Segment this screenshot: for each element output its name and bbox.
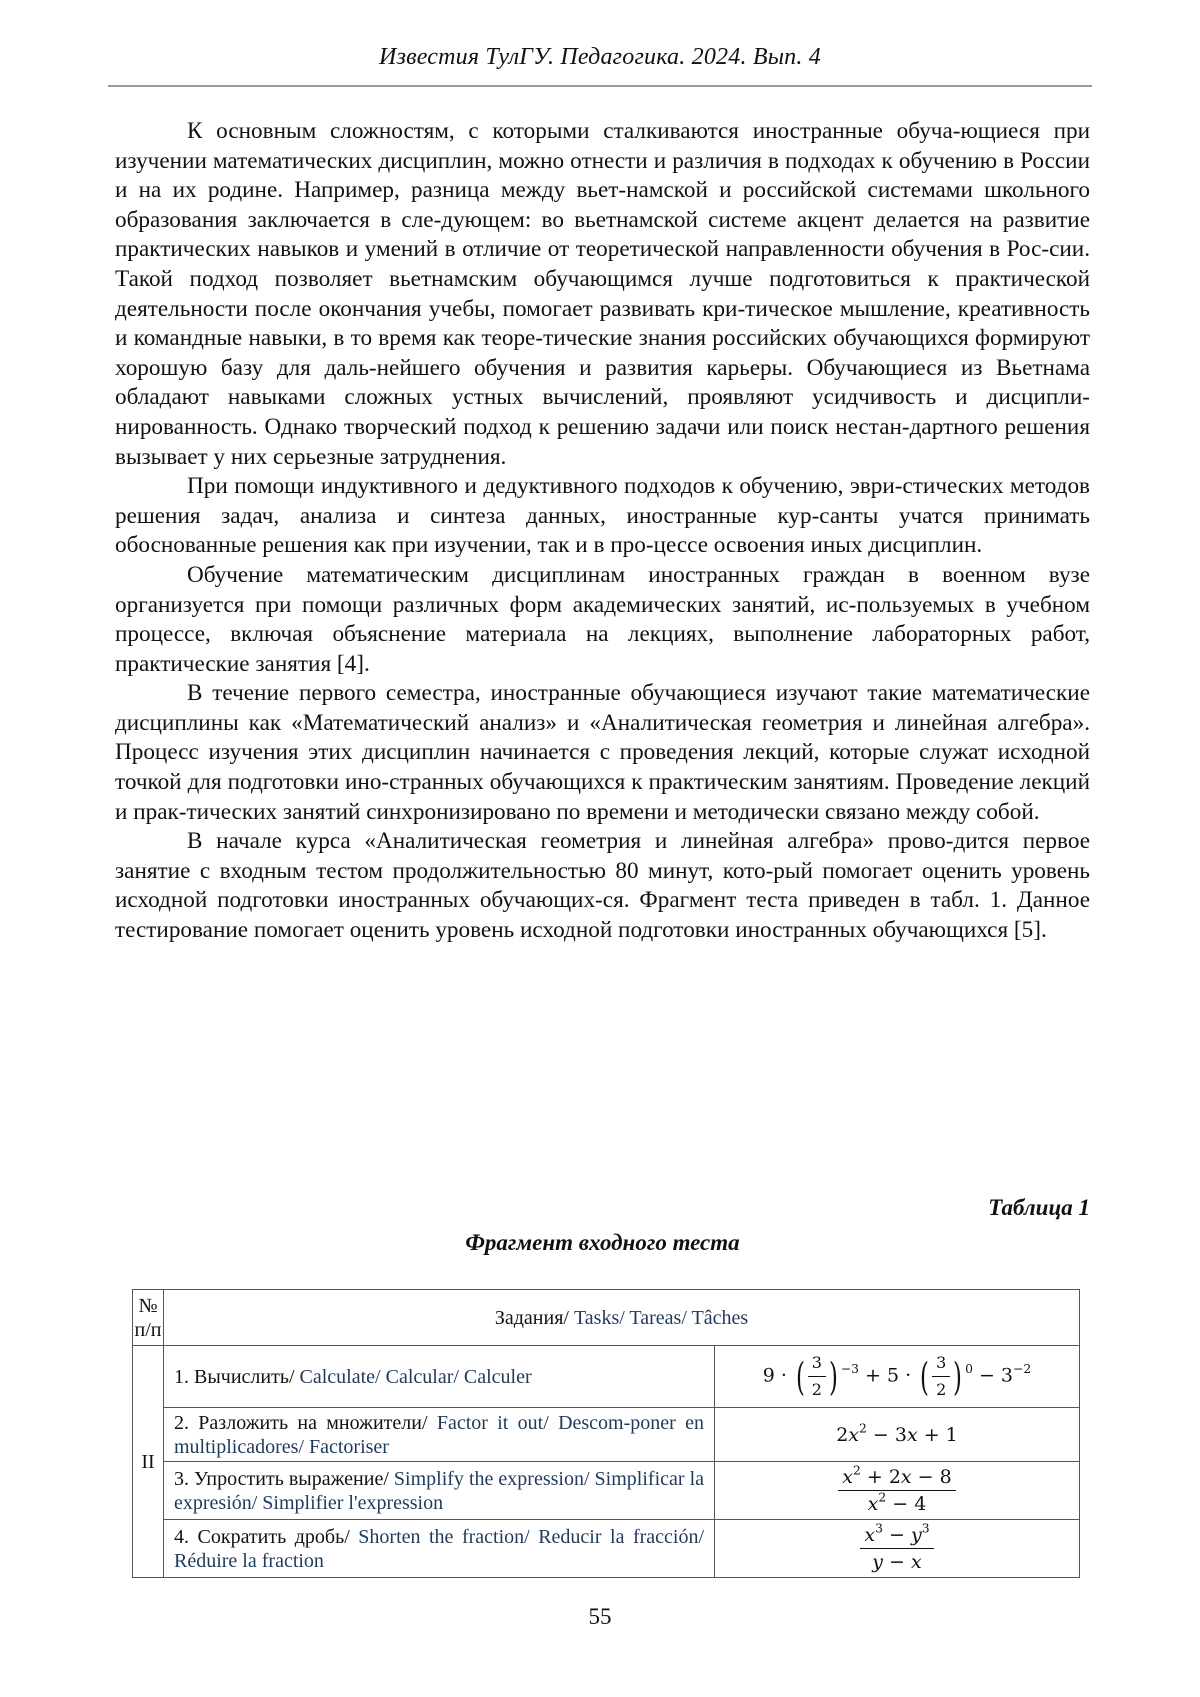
variable: x: [911, 1551, 922, 1573]
exponent: 3: [875, 1521, 883, 1536]
paragraph: В течение первого семестра, иностранные обучающиеся изучают такие математические дисциплины как «Математический анализ» и «Аналитическая геометрия и линейная алгебра». Процесс изучения этих дисциплин начинается с проведения лекций, которые служат исходной точкой для подготовки ино-странных обучающихся к практическим занятиям. Проведение лекций и прак-тических занятий синхронизировано по времени и методически связано между собой.: [115, 680, 1090, 825]
exponent: 2: [878, 1490, 887, 1505]
frac-numerator: 3: [932, 1351, 950, 1377]
frac-denominator: 2: [936, 1380, 947, 1399]
task-ru: 2. Разложить на множители/: [174, 1411, 437, 1434]
variable: x: [906, 1423, 918, 1446]
paragraph: К основным сложностям, с которыми сталкиваются иностранные обуча-ющиеся при изучении математических дисциплин, можно отнести и различия в подходах к обучению в России и на их родине. Например, разница между вьет-намской и российской системами школьного образования заключается в сле-дующем: во вьетнамской системе акцент делается на развитие практических навыков и умений в отличие от теоретической направленности обучения в Рос-сии. Такой подход позволяет вьетнамским обучающимся лучше подготовиться к практической деятельности после окончания учебы, помогает развивать кри-тическое мышление, креативность и командные навыки, в то время как теоре-тические знания российских обучающихся формируют хорошую базу для даль-нейшего обучения и развития карьеры. Обучающиеся из Вьетнама обладают навыками сложных устных вычислений, проявляют усидчивость и дисципли-нированность. Однако творческий подход к решению задачи или поиск нестан-дартного решения вызывает у них серьезные затруднения.: [115, 118, 1090, 470]
task-cell: [164, 1408, 715, 1462]
task-ru: 3. Упростить выражение/: [174, 1467, 394, 1490]
frac-denominator: 2: [811, 1380, 822, 1399]
entrance-test-table: [132, 1289, 1080, 1578]
header-rule: [108, 85, 1092, 87]
task-cell: [164, 1462, 715, 1520]
variable: x: [848, 1423, 860, 1446]
expr-part: 9 ·: [762, 1364, 793, 1387]
task-foreign: Shorten the fraction/ Reducir la fracción/ Réduire la fraction: [174, 1525, 705, 1572]
page-number: 55: [588, 1604, 612, 1629]
frac-numerator: 3: [808, 1351, 826, 1377]
header-tasks-cell: [164, 1290, 1080, 1346]
frac-numerator: [860, 1523, 933, 1549]
paragraph: Обучение математическим дисциплинам иностранных граждан в военном вузе организуется при помощи различных форм академических занятий, ис-пользуемых в учебном процессе, включая объяснение материала на лекциях, выполнение лабораторных работ, практические занятия [4].: [115, 561, 1090, 677]
variable: x: [900, 1466, 912, 1488]
expression-cell: [715, 1520, 1080, 1578]
task-ru: 1. Вычислить/: [174, 1365, 300, 1388]
exponent: −2: [1013, 1361, 1032, 1376]
task-cell: [164, 1520, 715, 1578]
header-tasks-foreign: Tasks/ Tareas/ Tâches: [573, 1306, 749, 1329]
exponent: 2: [859, 1420, 867, 1435]
header-num-symbol: №: [138, 1294, 158, 1317]
variable: x: [867, 1493, 879, 1515]
expr-part: − 3: [972, 1364, 1014, 1387]
running-head: Известия ТулГУ. Педагогика. 2024. Вып. 4: [379, 44, 821, 70]
frac-numerator: [838, 1465, 955, 1491]
frac-denominator: [872, 1549, 921, 1574]
paragraph: В начале курса «Аналитическая геометрия и линейная алгебра» прово-дится первое занятие с входным тестом продолжительностью 80 минут, кото-рый помогает оценить уровень исходной подготовки иностранных обучающих-ся. Фрагмент теста приведен в табл. 1. Данное тестирование помогает оценить уровень исходной подготовки иностранных обучающихся [5].: [115, 828, 1090, 944]
article-body: [115, 117, 1090, 946]
header-tasks-ru: Задания/: [494, 1306, 574, 1329]
exponent: −3: [840, 1361, 860, 1376]
variable: y: [872, 1551, 883, 1573]
group-cell: II: [133, 1346, 164, 1578]
header-num-cell: [133, 1290, 164, 1346]
expression-cell: [715, 1408, 1080, 1462]
expr-part: − 4: [886, 1493, 927, 1515]
table-header-row: [133, 1290, 1080, 1346]
variable: x: [864, 1524, 876, 1546]
expr-part: −: [883, 1551, 911, 1573]
table-caption: Фрагмент входного теста: [465, 1230, 740, 1255]
expr-part: + 5 ·: [859, 1364, 918, 1387]
task-foreign: Factor it out/ Descom-poner en multiplicadores/ Factoriser: [174, 1411, 704, 1458]
expr-part: −: [882, 1524, 911, 1546]
table-row: [133, 1520, 1080, 1578]
expr-part: − 8: [911, 1466, 952, 1488]
exponent: 2: [852, 1463, 861, 1478]
expr-part: 2: [836, 1423, 849, 1446]
exponent: 3: [921, 1521, 930, 1536]
task-foreign: Calculate/ Calcular/ Calculer: [299, 1365, 532, 1388]
exponent: 0: [965, 1361, 973, 1376]
task-foreign: Simplify the expression/ Simplificar la expresión/ Simplifier l'expression: [174, 1467, 704, 1514]
table-row: [133, 1346, 1080, 1408]
paren-fraction: ( $\frac{3}{2}$ ): [793, 1351, 841, 1402]
fraction: [838, 1465, 955, 1516]
expr-part: + 2: [860, 1466, 901, 1488]
task-ru: 4. Сократить дробь/: [174, 1525, 359, 1548]
frac-denominator: [868, 1491, 927, 1516]
task-cell: [164, 1346, 715, 1408]
table-label: Таблица 1: [988, 1195, 1090, 1220]
expression-cell: [715, 1462, 1080, 1520]
paren-fraction: ( $\frac{3}{2}$ ): [917, 1351, 965, 1402]
header-num-abbrev: п/п: [134, 1318, 162, 1341]
table-row: [133, 1408, 1080, 1462]
expr-part: − 3: [866, 1423, 907, 1446]
paragraph: При помощи индуктивного и дедуктивного подходов к обучению, эври-стических методов решения задач, анализа и синтеза данных, иностранные кур-санты учатся принимать обоснованные решения как при изучении, так и в про-цессе освоения иных дисциплин.: [115, 473, 1090, 559]
variable: x: [842, 1466, 853, 1488]
fraction: [860, 1523, 933, 1574]
table-row: [133, 1462, 1080, 1520]
expression-cell: [715, 1346, 1080, 1408]
expr-part: + 1: [917, 1423, 958, 1446]
variable: y: [910, 1524, 922, 1546]
